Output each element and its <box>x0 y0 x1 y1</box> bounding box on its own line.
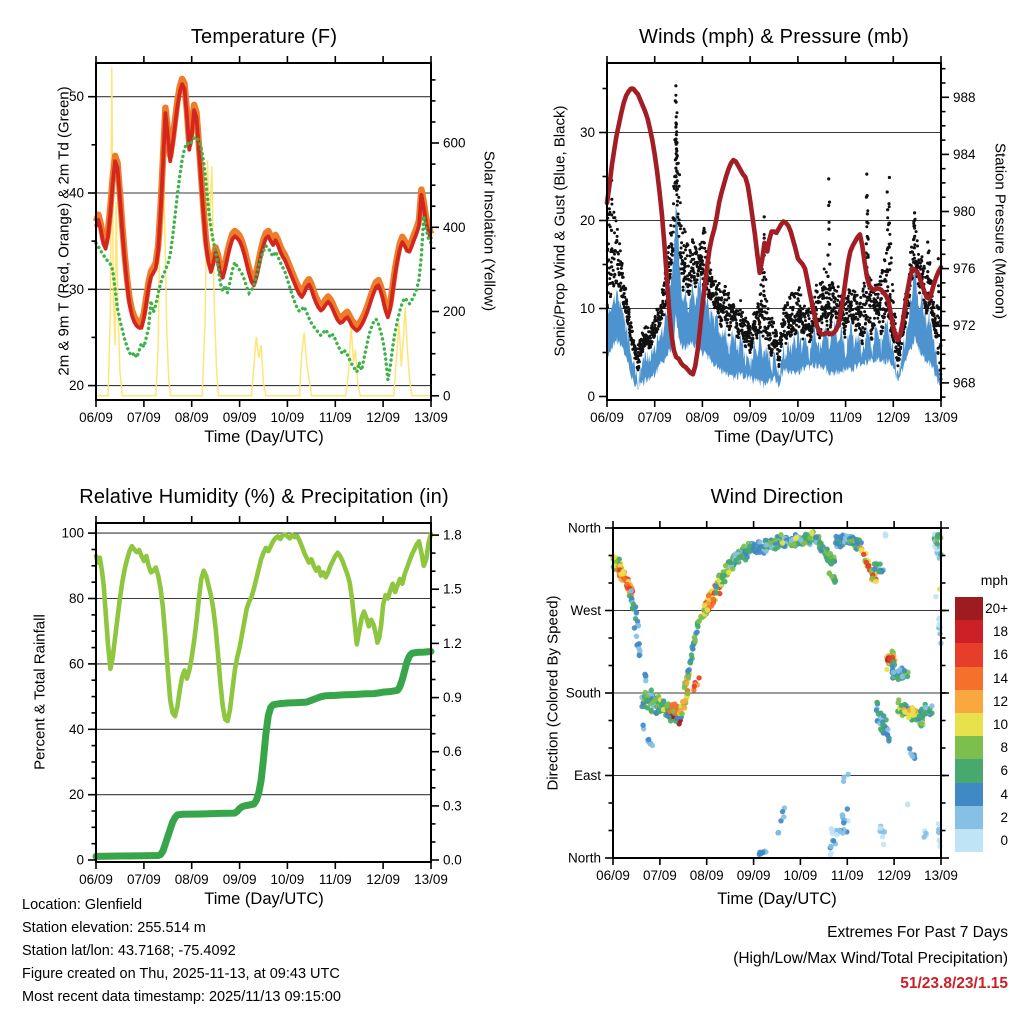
xaxis-label-winds: Time (Day/UTC) <box>714 428 834 446</box>
svg-text:09/09: 09/09 <box>222 872 257 887</box>
colorbar-label: 16 <box>992 647 1008 663</box>
svg-text:11/09: 11/09 <box>829 410 862 425</box>
svg-text:40: 40 <box>68 721 84 737</box>
colorbar-label: 20+ <box>985 601 1008 616</box>
svg-text:08/09: 08/09 <box>174 410 209 425</box>
svg-text:13/09: 13/09 <box>414 410 448 425</box>
extremes-subtitle: (High/Low/Max Wind/Total Precipitation) <box>733 949 1008 967</box>
colorbar-labels <box>978 597 1008 852</box>
svg-text:North: North <box>567 850 601 866</box>
svg-text:400: 400 <box>443 219 466 235</box>
svg-text:13/09: 13/09 <box>924 410 958 425</box>
svg-text:11/09: 11/09 <box>830 868 864 883</box>
svg-text:80: 80 <box>68 591 84 606</box>
weather-station-dashboard: 06/09 07/09 08/09 09/09 10/09 11/09 12/09 13/09 20 30 40 50 0 200 400 600 06/09 07/09 08/09 09/09 10/09 11/09 12/09 13/09 0 10 20 30 968 972 976 980 984 988 06/09 07/09 08/09 09/09 10/09 11/09 12/09 13/09 0 20 40 60 80 100 0.0 0.3 0.6 0.9 1.2 1.5 1.8 06/09 07/09 08/09 09/09 10/09 11/09 12/09 13/09 North West South East North Temperature (F) 2m & 9m T (Red, Orange) & 2m Td (Green) Solar Insolation (Yellow) Time (Day/UTC) Winds (mph) & Pressure (mb) Sonic/Prop Wind & Gust (Blue, Black) Station Pressure (Maroon) Time (Day/UTC) Relative Humidity (%) & Precipitation (in) Percent & Total Rainfall Time (Day/UTC) Wind Direction Direction (Colored By Speed) Time (Day/UTC) mph 20+ 18 16 14 12 10 8 6 4 2 0 Location: Glenfield Station elevation: 255.514 m Station lat/lon: 43.7168; -75.4092 Figure created on Thu, 2025-11-13, at 09:43 UTC Most recent data timestamp: 2025/11/13 09:15:00 Extremes For Past 7 Days (High/Low/Max Wind/Total Precipitation) 51/23.8/23/1.15 <box>0 0 1024 1024</box>
colorbar-label: 12 <box>992 693 1008 709</box>
svg-text:11/09: 11/09 <box>318 872 352 887</box>
series-2m-temp <box>96 84 431 331</box>
svg-text:06/09: 06/09 <box>79 872 113 887</box>
svg-text:20: 20 <box>68 787 84 803</box>
svg-text:09/09: 09/09 <box>222 410 257 425</box>
xaxis-label-humidity: Time (Day/UTC) <box>204 890 324 908</box>
svg-text:07/09: 07/09 <box>127 410 161 425</box>
svg-text:968: 968 <box>953 375 976 391</box>
extremes-block <box>733 920 1008 997</box>
svg-text:09/09: 09/09 <box>733 410 767 425</box>
svg-text:12/09: 12/09 <box>876 410 911 425</box>
colorbar-label: 0 <box>1000 832 1008 848</box>
svg-text:972: 972 <box>953 318 976 334</box>
svg-text:13/09: 13/09 <box>414 872 448 887</box>
colorbar-title: mph <box>980 572 1008 588</box>
svg-text:20: 20 <box>579 213 595 228</box>
colorbar-label: 10 <box>992 716 1008 732</box>
svg-text:30: 30 <box>579 125 595 140</box>
panel-title-winds-pressure: Winds (mph) & Pressure (mb) <box>639 26 909 48</box>
svg-text:0.3: 0.3 <box>443 798 462 814</box>
panel-title-wind-direction: Wind Direction <box>710 486 844 508</box>
svg-text:0: 0 <box>443 388 451 404</box>
svg-text:988: 988 <box>953 89 976 105</box>
svg-text:60: 60 <box>68 656 84 672</box>
svg-text:11/09: 11/09 <box>318 410 352 425</box>
svg-text:07/09: 07/09 <box>127 872 161 887</box>
svg-text:06/09: 06/09 <box>590 410 624 425</box>
footer-line-latlon: Station lat/lon: 43.7168; -75.4092 <box>22 943 236 959</box>
svg-text:07/09: 07/09 <box>637 410 672 425</box>
svg-text:600: 600 <box>443 135 466 151</box>
xaxis-label-direction: Time (Day/UTC) <box>717 890 837 908</box>
svg-text:10/09: 10/09 <box>783 868 818 883</box>
svg-text:08/09: 08/09 <box>685 410 720 425</box>
xaxis-label-temperature: Time (Day/UTC) <box>204 428 324 446</box>
colorbar-label: 18 <box>992 624 1008 640</box>
series-total-rainfall <box>96 652 431 857</box>
svg-text:12/09: 12/09 <box>366 410 400 425</box>
svg-text:06/09: 06/09 <box>79 410 113 425</box>
svg-text:10/09: 10/09 <box>270 872 305 887</box>
svg-text:08/09: 08/09 <box>689 868 724 883</box>
colorbar-label: 8 <box>1000 740 1008 756</box>
svg-text:10: 10 <box>579 301 595 316</box>
svg-text:South: South <box>565 685 601 701</box>
svg-text:10/09: 10/09 <box>781 410 815 425</box>
panel-title-humidity-precip: Relative Humidity (%) & Precipitation (in) <box>79 486 449 508</box>
colorbar-label: 2 <box>1000 809 1008 825</box>
svg-text:1.2: 1.2 <box>443 635 462 651</box>
svg-text:10/09: 10/09 <box>270 410 305 425</box>
svg-text:100: 100 <box>61 525 84 541</box>
svg-text:West: West <box>570 603 601 618</box>
svg-text:40: 40 <box>68 185 84 201</box>
extremes-values: 51/23.8/23/1.15 <box>900 975 1008 992</box>
colorbar-label: 4 <box>1000 786 1008 802</box>
footer-line-timestamp: Most recent data timestamp: 2025/11/13 09:15:00 <box>22 989 341 1005</box>
svg-text:06/09: 06/09 <box>596 868 630 883</box>
svg-text:12/09: 12/09 <box>877 868 911 883</box>
svg-text:200: 200 <box>443 304 466 319</box>
svg-text:976: 976 <box>953 261 976 277</box>
svg-text:20: 20 <box>68 378 84 394</box>
svg-text:1.5: 1.5 <box>443 581 462 597</box>
svg-text:30: 30 <box>68 281 84 297</box>
svg-text:980: 980 <box>953 204 976 219</box>
footer-line-elevation: Station elevation: 255.514 m <box>22 920 206 936</box>
colorbar-label: 6 <box>1000 763 1008 779</box>
svg-text:North: North <box>567 520 601 536</box>
svg-text:984: 984 <box>953 146 976 162</box>
footer-line-created: Figure created on Thu, 2025-11-13, at 09:43 UTC <box>22 966 340 982</box>
extremes-title: Extremes For Past 7 Days <box>827 924 1008 941</box>
footer-line-location: Location: Glenfield <box>22 897 143 913</box>
svg-text:East: East <box>573 768 601 783</box>
svg-text:0.6: 0.6 <box>443 744 462 760</box>
svg-text:0: 0 <box>587 389 595 404</box>
series-2m-dewpoint <box>96 137 431 380</box>
colorbar-label: 14 <box>992 670 1008 686</box>
station-info <box>22 894 341 1009</box>
svg-text:50: 50 <box>68 89 84 105</box>
svg-text:13/09: 13/09 <box>924 868 958 883</box>
svg-text:07/09: 07/09 <box>643 868 677 883</box>
svg-text:1.8: 1.8 <box>443 527 462 543</box>
svg-text:0.0: 0.0 <box>443 852 462 868</box>
svg-text:0: 0 <box>76 852 84 868</box>
panel-title-temperature: Temperature (F) <box>190 26 338 48</box>
svg-text:09/09: 09/09 <box>736 868 771 883</box>
svg-text:12/09: 12/09 <box>366 872 400 887</box>
svg-text:08/09: 08/09 <box>174 872 209 887</box>
svg-text:0.9: 0.9 <box>443 690 462 706</box>
